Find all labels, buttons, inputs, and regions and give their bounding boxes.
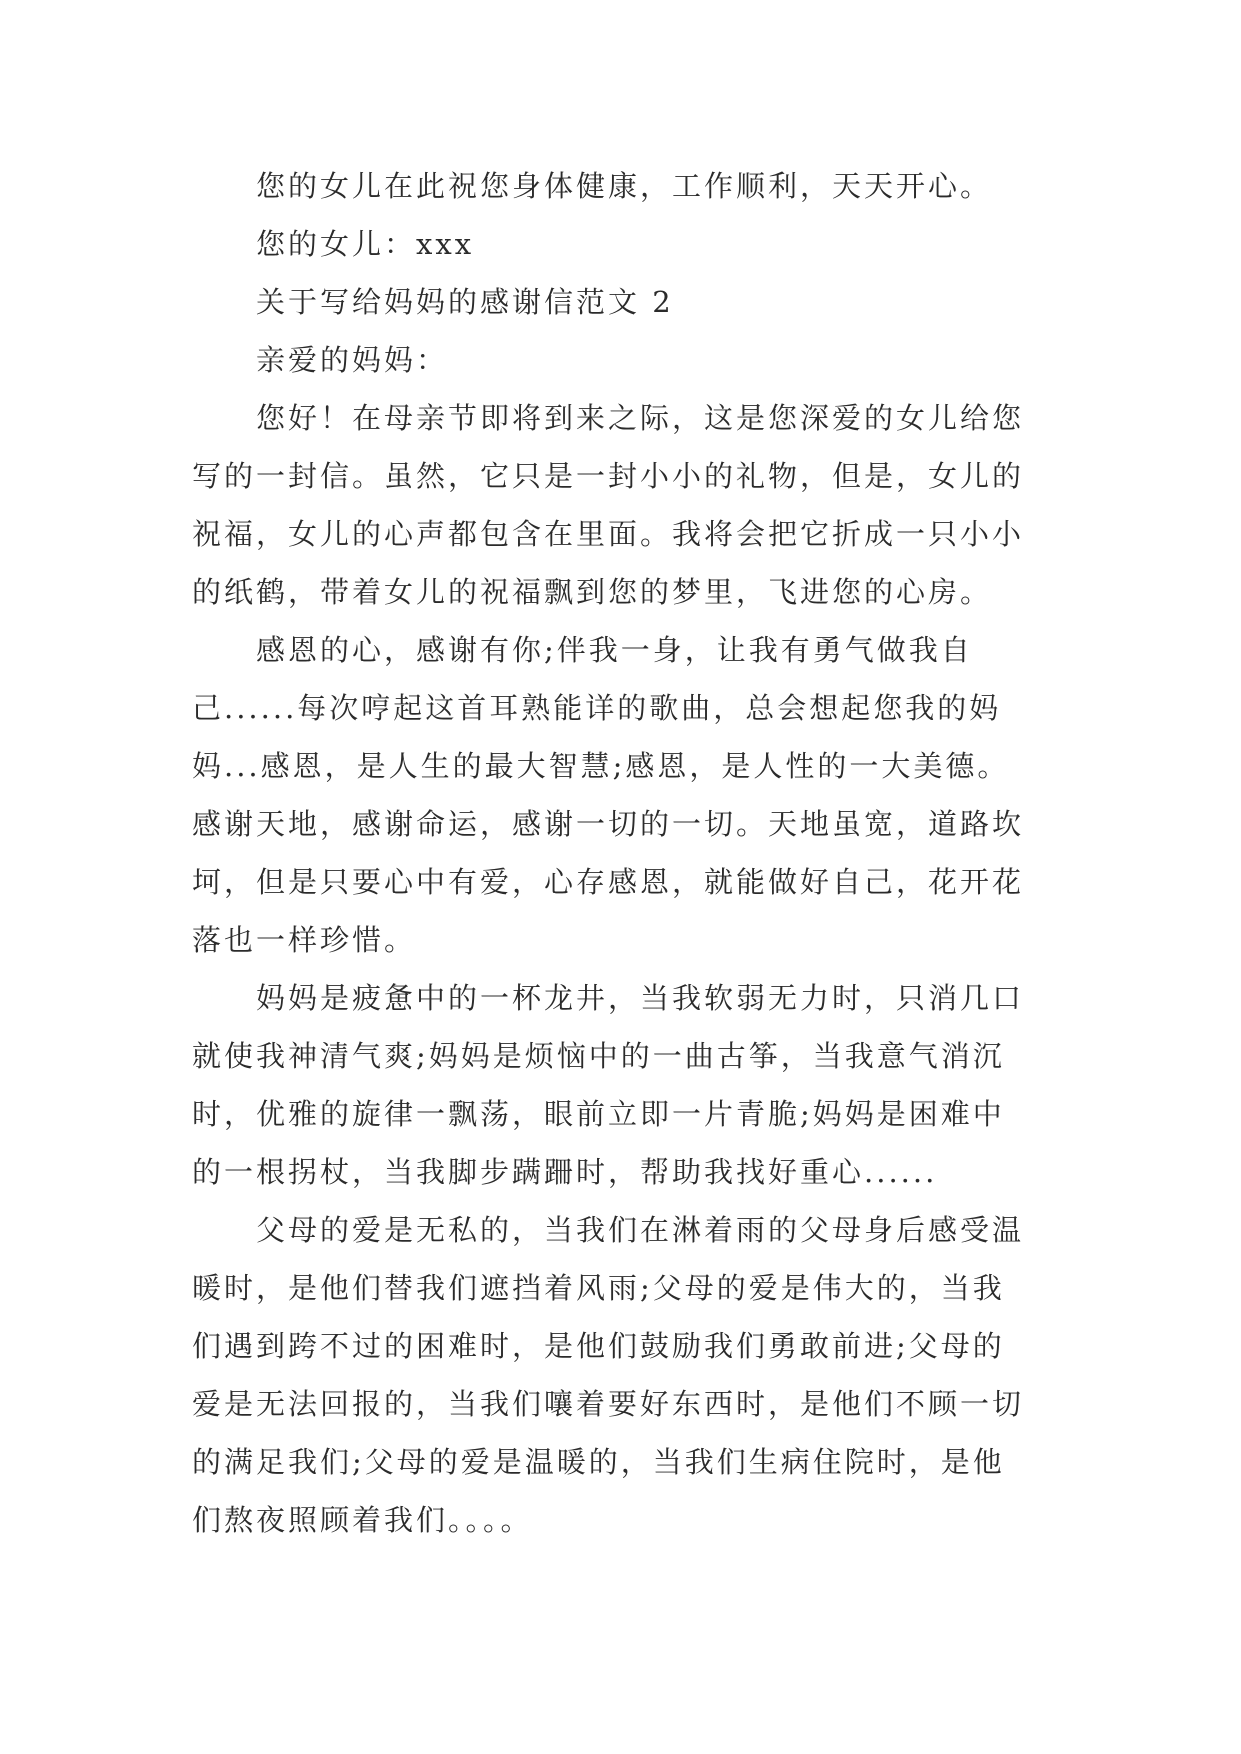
section-title: 关于写给妈妈的感谢信范文 2: [256, 285, 674, 319]
paragraph-line: 坷，但是只要心中有爱，心存感恩，就能做好自己，花开花: [192, 865, 1025, 899]
paragraph-line: 落也一样珍惜。: [192, 923, 417, 957]
signoff-signature: 您的女儿：xxx: [256, 227, 475, 261]
paragraph-line: 时，优雅的旋律一飘荡，眼前立即一片青脆;妈妈是困难中: [192, 1097, 1005, 1131]
paragraph-line: 暖时，是他们替我们遮挡着风雨;父母的爱是伟大的，当我: [192, 1271, 1005, 1305]
paragraph-line: 爱是无法回报的，当我们嚷着要好东西时，是他们不顾一切: [192, 1387, 1025, 1421]
paragraph-line: 妈妈是疲惫中的一杯龙井，当我软弱无力时，只消几口: [256, 981, 1025, 1015]
paragraph-line: 就使我神清气爽;妈妈是烦恼中的一曲古筝，当我意气消沉: [192, 1039, 1005, 1073]
signoff-wishes: 您的女儿在此祝您身体健康，工作顺利，天天开心。: [256, 169, 993, 203]
paragraph-line: 父母的爱是无私的，当我们在淋着雨的父母身后感受温: [256, 1213, 1025, 1247]
paragraph-line: 的一根拐杖，当我脚步蹒跚时，帮助我找好重心......: [192, 1155, 938, 1189]
paragraph-line: 己......每次哼起这首耳熟能详的歌曲，总会想起您我的妈: [192, 691, 1002, 725]
paragraph-line: 的满足我们;父母的爱是温暖的，当我们生病住院时，是他: [192, 1445, 1005, 1479]
paragraph-line: 们熬夜照顾着我们。。。。: [192, 1503, 533, 1537]
paragraph-line: 祝福，女儿的心声都包含在里面。我将会把它折成一只小小: [192, 517, 1025, 551]
paragraph-line: 们遇到跨不过的困难时，是他们鼓励我们勇敢前进;父母的: [192, 1329, 1005, 1363]
paragraph-line: 感恩的心，感谢有你;伴我一身，让我有勇气做我自: [256, 633, 973, 667]
paragraph-line: 您好！在母亲节即将到来之际，这是您深爱的女儿给您: [256, 401, 1025, 435]
paragraph-line: 的纸鹤，带着女儿的祝福飘到您的梦里，飞进您的心房。: [192, 575, 993, 609]
paragraph-line: 妈...感恩，是人生的最大智慧;感恩，是人性的一大美德。: [192, 749, 1010, 783]
paragraph-line: 感谢天地，感谢命运，感谢一切的一切。天地虽宽，道路坎: [192, 807, 1025, 841]
letter-salutation: 亲爱的妈妈：: [256, 343, 449, 377]
paragraph-line: 写的一封信。虽然，它只是一封小小的礼物，但是，女儿的: [192, 459, 1025, 493]
